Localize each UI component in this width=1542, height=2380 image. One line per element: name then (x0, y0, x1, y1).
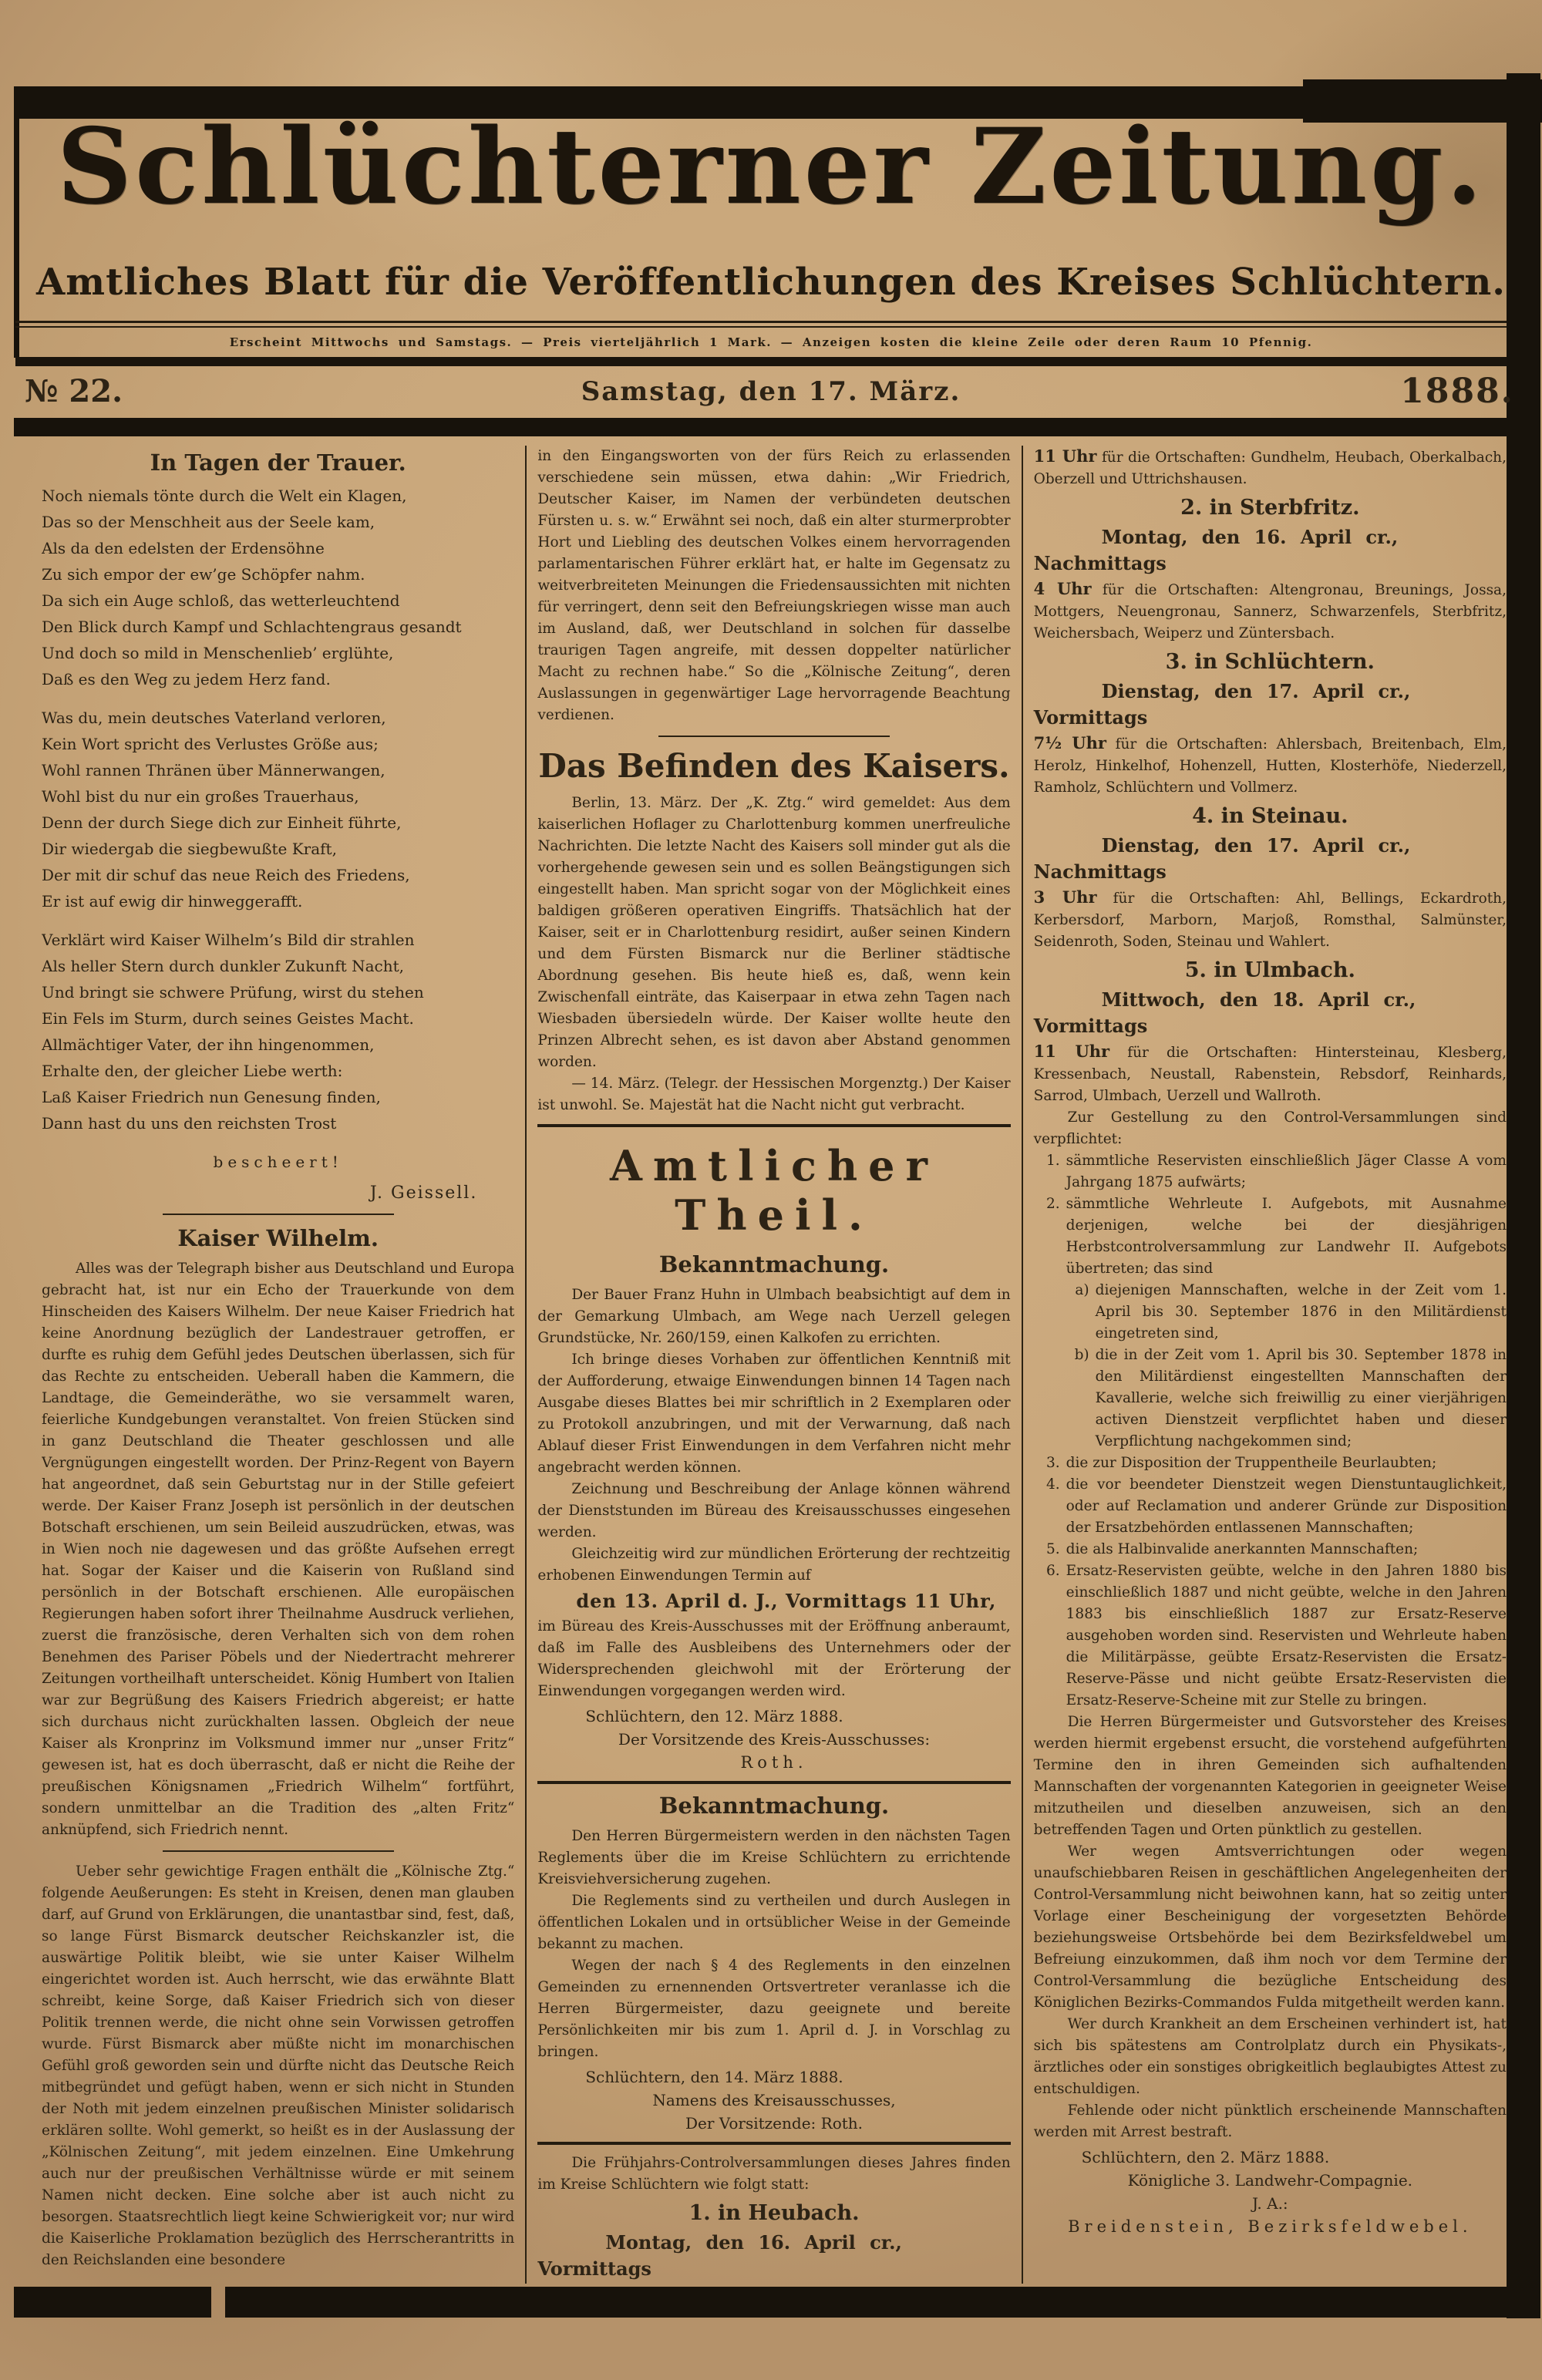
time-lead: 11 Uhr (1033, 446, 1097, 466)
time-lead: 3 Uhr (1033, 887, 1097, 907)
article-columns (42, 446, 1507, 2284)
poem-line: Allmächtiger Vater, der ihn hingenommen, (42, 1035, 375, 1054)
list-item (1034, 1193, 1507, 1280)
paragraph (1034, 578, 1507, 645)
schedule-date-line: Mittwoch, den 18. April cr., Vormittags (1033, 988, 1416, 1037)
list-item-text: sämmtliche Reservisten einschließlich Jäger Classe A vom Jahrgang 1875 aufwärts; (1066, 1153, 1507, 1190)
place-date-line: Schlüchtern, den 14. März 1888. (585, 2068, 843, 2086)
list-item (1034, 1150, 1507, 1193)
paragraph: Wer wegen Amtsverrichtungen oder wegen unaufschiebbaren Reisen in geschäftlichen Angelegenheiten der Control-Versammlung nicht beiwohnen kann, hat so zeitig unter Vorlage einer Bescheinigung der vorgesetzten Behörde beziehungsweise Ortsbehörde bei dem Bezirksfeldwebel um Befreiung einzukommen, daß ihm noch vor dem Termine der Control-Versammlung die bezügliche Entscheidung des Königlichen Bezirks-Commandos Fulda mitgetheilt werden kann. (1033, 1843, 1507, 2011)
paragraph: Berlin, 13. März. Der „K. Ztg.“ wird gemeldet: Aus dem kaiserlichen Hoflager zu Charlottenburg kommen unerfreuliche Nachrichten. Die letzte Nacht des Kaisers soll minder gut als die vorhergehende gewesen sein und es sollen Beängstigungen sich eingestellt haben. Man spricht sogar von der Möglichkeit eines baldigen größeren operativen Eingriffs. Thatsächlich hat der Kaiser, seit er in Charlottenburg residirt, außer seinen Kindern und dem Fürsten Bismarck nur die Berliner städtische Abordnung gesehen. Bis heute hieß es, daß, wenn kein Zwischenfall einträte, das Kaiserpaar in etwa zehn Tagen nach Wiesbaden übersiedeln würde. Der Kaiser wollte heute den Prinzen Albrecht sehen, es ist davon aber Abstand genommen worden. (537, 795, 1011, 1070)
poem-line: Den Blick durch Kampf und Schlachtengraus gesandt (42, 618, 462, 636)
poem-line: Da sich ein Auge schloß, das wetterleuchtend (42, 591, 400, 610)
centered-line: Namens des Kreisausschusses, (652, 2091, 896, 2109)
centered-line: Der Vorsitzende: Roth. (685, 2114, 864, 2133)
time-lead: 4 Uhr (1033, 579, 1092, 598)
article-heading: Bekanntmachung. (658, 1793, 890, 1819)
time-lead: 11 Uhr (1033, 1042, 1110, 1061)
poem-line: Daß es den Weg zu jedem Herz fand. (42, 670, 331, 688)
poem-line: Dir wiedergab die siegbewußte Kraft, (42, 840, 337, 858)
schedule-date-line: Dienstag, den 17. April cr., Nachmittags (1033, 834, 1411, 883)
place-date-line: Schlüchtern, den 12. März 1888. (585, 1707, 843, 1725)
column-1 (42, 446, 525, 2284)
poem-line: Denn der durch Siege dich zur Einheit führte, (42, 813, 402, 832)
masthead-thick-rule (15, 357, 1507, 366)
paragraph: Ueber sehr gewichtige Fragen enthält die „Kölnische Ztg.“ folgende Aeußerungen: Es steht in Kreisen, denen man glauben darf, auf Grund von Erklärungen, die unantastbar sind, fest, daß, so lange Fürst Bismarck deutscher Reichskanzler ist, die auswärtige Politik bleibt, wie sie unter Kaiser Wilhelm eingerichtet worden ist. Auch herrscht, wie das erwähnte Blatt schreibt, keine Sorge, daß Kaiser Friedrich sich von dieser Politik trennen werde, die nicht ohne sein Vorwissen getroffen wurde. Fürst Bismarck aber müßte nicht im monarchischen Gefühl groß geworden sein und dürfte nicht das Deutsche Reich mitbegründet und gefügt haben, wenn er sich nicht in Stunden der Noth mit jedem einzelnen preußischen Minister solidarisch erklären sollte. Wohl gemerkt, so heißt es in der Auslassung der „Kölnischen Zeitung“, mit jedem einzelnen. Eine Umkehrung auch nur der preußischen Verhältnisse würde er mit seinem Namen nicht decken. Eine solche aber ist auch nicht zu besorgen. Staatsrechtlich liegt keine Schwierigkeit vor; nur wird die Kaiserliche Proklamation bezüglich des Herrscherantritts in den Reichslanden eine besondere (42, 1863, 515, 2268)
paragraph (1034, 732, 1507, 799)
schedule-date-line: Montag, den 16. April cr., Nachmittags (1033, 526, 1399, 574)
poem-line: Er ist auf ewig dir hinweggerafft. (42, 892, 303, 911)
list-subitem-letter: b) (1074, 1347, 1089, 1363)
paragraph (1034, 1041, 1507, 1107)
newspaper-title: Schlüchterner Zeitung. (56, 105, 1486, 227)
masthead-double-rule (15, 321, 1507, 328)
list-subitem-text: diejenigen Mannschaften, welche in der Zeit vom 1. April bis 30. September 1876 in den Militärdienst eingetreten sind, (1095, 1282, 1507, 1341)
signature: J. Geissell. (369, 1183, 478, 1203)
list-item-number: 3. (1046, 1455, 1060, 1471)
poem-line: Wohl rannen Thränen über Männerwangen, (42, 761, 386, 779)
poem-line: Was du, mein deutsches Vaterland verloren, (42, 709, 386, 727)
schedule-date-line: Dienstag, den 17. April cr., Vormittags (1033, 680, 1411, 729)
separator-rule (658, 736, 890, 737)
separator-rule (163, 1214, 394, 1215)
list-item-number: 4. (1046, 1476, 1060, 1493)
location-heading: 4. in Steinau. (1192, 804, 1348, 828)
location-heading: 3. in Schlüchtern. (1165, 650, 1375, 674)
paragraph: Gleichzeitig wird zur mündlichen Erörterung der rechtzeitig erhobenen Einwendungen Termin auf (537, 1546, 1011, 1584)
signature: Breidenstein, Bezirksfeldwebel. (1068, 2217, 1473, 2236)
paragraph: Den Herren Bürgermeistern werden in den nächsten Tagen Reglements über die im Kreise Schlüchtern zu errichtende Kreisviehversicherung zugehen. (537, 1828, 1011, 1887)
paragraph-continuation: im Büreau des Kreis-Ausschusses mit der Eröffnung anberaumt, daß im Falle des Ausbleibens des Unternehmers oder der Widersprechenden gleichwohl mit der Erörterung der Einwendungen vorgegangen werden wird. (537, 1618, 1011, 1699)
article-heading: Kaiser Wilhelm. (177, 1225, 379, 1251)
paragraph-continuation: in den Eingangsworten von der fürs Reich zu erlassenden verschiedene sein müssen, etwa dahin: „Wir Friedrich, Deutscher Kaiser, im Namen der verbündeten deutschen Fürsten u. s. w.“ Erwähnt sei noch, daß ein alter sturmerprobter Hort und Liebling des deutschen Volkes einem hervorragenden parlamentarischen Führer erklärt hat, er halte im Gegensatz zu weitverbreiteten Meinungen die Friedensaussichten mit nichten für verringert, denn seit den Befreiungskriegen wisse man auch im Ausland, daß, wer Deutschland in solchen für dasselbe traurigen Tagen angreife, mit dessen doppelter natürlicher Macht zu rechnen habe.“ So die „Kölnische Zeitung“, deren Auslassungen in gegenwärtiger Lage hervorragende Beachtung verdienen. (537, 448, 1011, 723)
list-item (1034, 1539, 1507, 1560)
poem-line: Das so der Menschheit aus der Seele kam, (42, 513, 375, 531)
list-item-number: 2. (1046, 1196, 1060, 1212)
poem-line: Wohl bist du nur ein großes Trauerhaus, (42, 787, 359, 806)
centered-line: Königliche 3. Landwehr-Compagnie. (1127, 2171, 1413, 2190)
paragraph: Zeichnung und Beschreibung der Anlage können während der Dienststunden im Büreau des Kreisausschusses eingesehen werden. (537, 1481, 1011, 1540)
paragraph-text: für die Ortschaften: Ahlersbach, Breitenbach, Elm, Herolz, Hinkelhof, Hohenzell, Hutten, Klosterhöfe, Niederzell, Ramholz, Schlüchtern und Vollmerz. (1033, 736, 1507, 796)
newspaper-subtitle: Amtliches Blatt für die Veröffentlichungen des Kreises Schlüchtern. (36, 261, 1506, 304)
location-heading: 2. in Sterbfritz. (1180, 496, 1360, 520)
column-2 (525, 446, 1021, 2284)
poem-line: Noch niemals tönte durch die Welt ein Klagen, (42, 486, 407, 505)
paragraph: Die Frühjahrs-Controlversammlungen dieses Jahres finden im Kreise Schlüchtern wie folgt statt: (537, 2155, 1011, 2193)
list-item-number: 5. (1046, 1541, 1060, 1557)
date-row (0, 372, 1542, 415)
list-subitem-text: die in der Zeit vom 1. April bis 30. September 1878 in den Militärdienst eingestellten Mannschaften der Kavallerie, welche sich freiwillig zu einer vierjährigen activen Dienstzeit verpflichtet haben und dieser Verpflichtung nachgekommen sind; (1095, 1347, 1507, 1449)
list-subitem (1034, 1280, 1507, 1345)
paragraph-text: für die Ortschaften: Altengronau, Breunings, Jossa, Mottgers, Neuengronau, Sannerz, Schwarzenfels, Sterbfritz, Weichersbach, Weiperz und Züntersbach. (1033, 582, 1507, 641)
poem-line: Kein Wort spricht des Verlustes Größe aus; (42, 735, 379, 753)
separator-rule (163, 1850, 394, 1852)
issue-year: 1888. (1400, 372, 1514, 411)
list-item-text: sämmtliche Wehrleute I. Aufgebots, mit Ausnahme derjenigen, welche bei der diesjährigen Herbstcontrolversammlung zur Landwehr II. Aufgebots übertreten; das sind (1066, 1196, 1507, 1277)
centered-line: Der Vorsitzende des Kreis-Ausschusses: (618, 1730, 931, 1749)
location-heading: 1. in Heubach. (689, 2201, 860, 2225)
list-item-number: 6. (1046, 1563, 1060, 1579)
issue-number: № 22. (25, 373, 123, 409)
list-item-number: 1. (1046, 1153, 1060, 1169)
list-item-text: die vor beendeter Dienstzeit wegen Dienstuntauglichkeit, oder auf Reclamation und anderer Gründe zur Disposition der Ersatzbehörden entlassenen Mannschaften; (1066, 1476, 1507, 1536)
official-section-heading: Amtlicher Theil. (610, 1141, 938, 1240)
poem-stanza (42, 483, 514, 692)
publication-info: Erscheint Mittwochs und Samstags. — Preis vierteljährlich 1 Mark. — Anzeigen kosten die kleine Zeile oder deren Raum 10 Pfennig. (229, 335, 1313, 349)
poem-line: Dann hast du uns den reichsten Trost (42, 1114, 337, 1133)
list-item (1034, 1474, 1507, 1539)
paragraph: Die Herren Bürgermeister und Gutsvorsteher des Kreises werden hiermit ergebenst ersucht, die vorstehend aufgeführten Termine den in ihren Gemeinden sich aufhaltenden Mannschaften der vorgenannten Kategorien in geeigneter Weise mitzutheilen und dieselben anzuweisen, sich an den betreffenden Tagen und Orten pünktlich zu gestellen. (1033, 1714, 1507, 1838)
list-item (1034, 1453, 1507, 1474)
paragraph (1034, 446, 1507, 490)
paragraph: Ich bringe dieses Vorhaben zur öffentlichen Kenntniß mit der Aufforderung, etwaige Einwendungen binnen 14 Tagen nach Ausgabe dieses Blattes bei mir schriftlich in 2 Exemplaren oder zu Protokoll anzubringen, und mit der Verwarnung, daß nach Ablauf dieser Frist Einwendungen in dem Verfahren nicht mehr angebracht werden können. (537, 1352, 1011, 1476)
poem-line: Erhalte den, der gleicher Liebe werth: (42, 1062, 343, 1080)
paragraph: Der Bauer Franz Huhn in Ulmbach beabsichtigt auf dem in der Gemarkung Ulmbach, am Wege nach Uerzell gelegen Grundstücke, Nr. 260/159, einen Kalkofen zu errichten. (537, 1287, 1011, 1346)
list-item-text: die zur Disposition der Truppentheile Beurlaubten; (1066, 1455, 1437, 1471)
poem-line: Der mit dir schuf das neue Reich des Friedens, (42, 866, 410, 884)
separator-rule (537, 1781, 1010, 1784)
section-heading: Das Befinden des Kaisers. (538, 747, 1010, 785)
list-subitem-letter: a) (1075, 1282, 1089, 1298)
paragraph: — 14. März. (Telegr. der Hessischen Morgenztg.) Der Kaiser ist unwohl. Se. Majestät hat die Nacht nicht gut verbracht. (537, 1076, 1011, 1113)
list-subitem (1034, 1345, 1507, 1453)
separator-rule (537, 1124, 1010, 1127)
poem-line: Laß Kaiser Friedrich nun Genesung finden, (42, 1088, 381, 1106)
poem-stanza (42, 927, 514, 1136)
article-heading: In Tagen der Trauer. (150, 449, 406, 476)
list-item-text: Ersatz-Reservisten geübte, welche in den Jahren 1880 bis einschließlich 1887 und nicht geübte, welche in den Jahren 1883 bis einschließlich 1887 zur Ersatz-Reserve ausgehoben worden sind. Reservisten und Wehrleute haben die Militärpässe, geübte Ersatz-Reservisten die Ersatz-Reserve-Pässe und nicht geübte Ersatz-Reservisten die Ersatz-Reserve-Scheine mit zur Stelle zu bringen. (1066, 1563, 1507, 1708)
poem-line: Zu sich empor der ew’ge Schöpfer nahm. (42, 565, 365, 584)
poem-line: Und bringt sie schwere Prüfung, wirst du stehen (42, 983, 424, 1001)
paragraph: Fehlende oder nicht pünktlich erscheinende Mannschaften werden mit Arrest bestraft. (1033, 2102, 1507, 2140)
location-heading: 5. in Ulmbach. (1184, 958, 1355, 982)
poem-line: Verklärt wird Kaiser Wilhelm’s Bild dir strahlen (42, 931, 415, 949)
appointment-line: den 13. April d. J., Vormittags 11 Uhr, (576, 1590, 997, 1612)
poem-line: Und doch so mild in Menschenlieb’ erglühte, (42, 644, 394, 662)
bottom-border-bar-left (14, 2287, 211, 2318)
list-item-text: die als Halbinvalide anerkannten Mannschaften; (1066, 1541, 1419, 1557)
bottom-border-bar-right (225, 2287, 1508, 2318)
paragraph: Zur Gestellung zu den Control-Versammlungen sind verpflichtet: (1033, 1109, 1507, 1147)
article-heading: Bekanntmachung. (658, 1251, 890, 1278)
poem-stanza (42, 705, 514, 914)
centered-line: J. A.: (1251, 2194, 1288, 2213)
paragraph: Alles was der Telegraph bisher aus Deutschland und Europa gebracht hat, ist nur ein Echo der Trauerkunde von dem Hinscheiden des Kaisers Wilhelm. Der neue Kaiser Friedrich hat keine Anordnung bezüglich der Landestrauer getroffen, er durfte es ruhig dem Gefühl jedes Deutschen überlassen, sich für das Rechte zu entscheiden. Ueberall haben die Kammern, die Landtage, die Gemeinderäthe, wo sie versammelt waren, feierliche Kundgebungen veranstaltet. Von freien Stücken sind in ganz Deutschland die Theater geschlossen und alle Vergnügungen eingestellt worden. Der Prinz-Regent von Bayern hat angeordnet, daß sein Geburtstag nur in der Stille gefeiert werde. Der Kaiser Franz Joseph ist persönlich in der deutschen Botschaft erschienen, um sein Beileid auszudrücken, etwas, was in Wien noch nie dagewesen und das größte Aufsehen erregt hat. Sogar der Kaiser und die Kaiserin von Rußland sind persönlich in der Botschaft erschienen. Alle europäischen Regierungen haben sofort ihrer Theilnahme Ausdruck verliehen, zuerst die französische, deren Verhalten sich von dem rohen Benehmen des Pariser Pöbels und der Niedertracht mehrerer Zeitungen vortheilhaft unterscheidet. König Humbert von Italien war zur Begrüßung des Kaisers Friedrich abgereist; er hatte sich durchaus nicht zurückhalten lassen. Obgleich der neue Kaiser als Kronprinz im Volksmund immer nur „unser Fritz“ gewesen ist, hat es doch überrascht, daß er nicht die Reihe der preußischen Königsnamen „Friedrich Wilhelm“ fortführt, sondern unmittelbar an die Tradition des „alten Fritz“ anknüpfend, sich Friedrich nennt. (42, 1261, 515, 1838)
paragraph: Die Reglements sind zu vertheilen und durch Auslegen in öffentlichen Lokalen und in ortsüblicher Weise in der Gemeinde bekannt zu machen. (537, 1893, 1011, 1952)
place-date-line: Schlüchtern, den 2. März 1888. (1081, 2148, 1330, 2166)
paragraph: Wer durch Krankheit an dem Erscheinen verhindert ist, hat sich bis spätestens am Controlplatz durch ein Physikats-, ärztliches oder ein sonstiges obrigkeitlich beglaubigtes Attest zu entschuldigen. (1033, 2016, 1507, 2097)
ordered-list (1034, 1150, 1507, 1712)
paragraph-text: für die Ortschaften: Gundhelm, Heubach, Oberkalbach, Oberzell und Uttrichshausen. (1033, 449, 1507, 487)
paragraph-text: für die Ortschaften: Ahl, Bellings, Eckardroth, Kerbersdorf, Marborn, Marjoß, Romsthal, Salmünster, Seidenroth, Soden, Steinau und Wahlert. (1033, 890, 1507, 950)
paragraph: Wegen der nach § 4 des Reglements in den einzelnen Gemeinden zu ernennenden Ortsvertreter veranlasse ich die Herren Bürgermeister, dazu geeignete und bereite Persönlichkeiten mir bis zum 1. April d. J. in Vorschlag zu bringen. (537, 1958, 1011, 2060)
separator-rule (537, 2142, 1010, 2145)
time-lead: 7½ Uhr (1033, 733, 1106, 752)
paragraph-text: für die Ortschaften: Hintersteinau, Klesberg, Kressenbach, Neustall, Rabenstein, Rebsdorf, Reinhards, Sarrod, Ulmbach, Uerzell und Wallroth. (1033, 1045, 1507, 1104)
poem-line: Als da den edelsten der Erdensöhne (42, 539, 325, 557)
issue-date: Samstag, den 17. März. (581, 376, 961, 407)
poem-line: Ein Fels im Sturm, durch seines Geistes Macht. (42, 1009, 414, 1028)
schedule-date-line: Montag, den 16. April cr., Vormittags (537, 2231, 902, 2280)
column-3 (1022, 446, 1507, 2284)
signature: Roth. (740, 1753, 808, 1772)
under-date-bar (14, 418, 1540, 436)
paragraph (1034, 887, 1507, 953)
poem-line: Als heller Stern durch dunkler Zukunft Nacht, (42, 957, 404, 975)
poem-line-centered: bescheert! (213, 1153, 343, 1171)
list-item (1034, 1560, 1507, 1712)
